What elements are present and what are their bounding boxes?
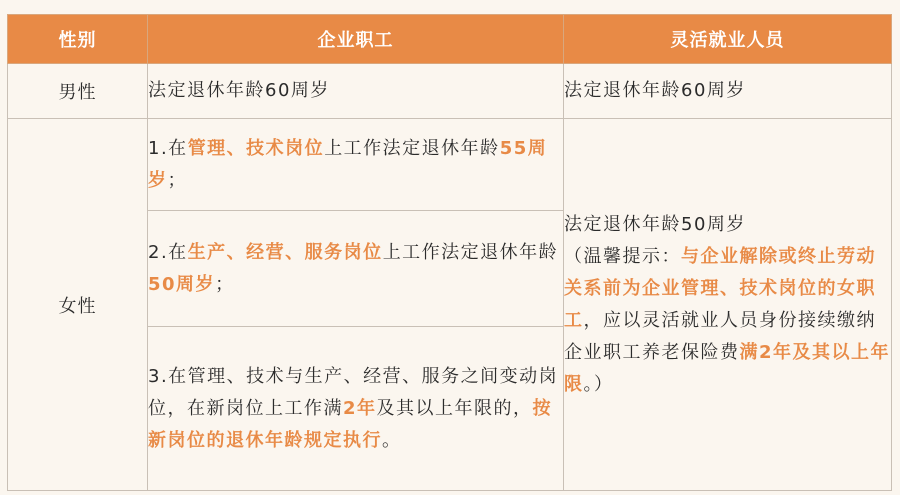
table-header-row	[8, 15, 892, 64]
flexible-age-line: 法定退休年龄50周岁	[564, 213, 746, 235]
women-flexible-cell	[564, 119, 892, 491]
tip-prefix: （温馨提示：	[564, 245, 681, 267]
men-flexible-cell: 法定退休年龄60周岁	[564, 64, 892, 119]
table-row-men	[8, 64, 892, 119]
women-employee-item-3	[148, 327, 564, 491]
item1-highlight-posts: 管理、技术岗位	[187, 137, 325, 159]
gender-label-women: 女性	[8, 119, 148, 491]
item3-highlight-years: 2年	[343, 397, 377, 419]
item1-highlight-age: 55周岁	[148, 137, 548, 191]
women-employee-item-1	[148, 119, 564, 211]
item2-highlight-age: 50周岁	[148, 273, 216, 295]
item3-highlight-rule: 按新岗位的退休年龄规定执行	[148, 397, 553, 451]
item1-suffix: ；	[167, 169, 187, 191]
item2-mid: 上工作法定退休年龄	[382, 241, 559, 263]
women-employee-item-2	[148, 211, 564, 327]
tip-suffix: 。）	[583, 373, 614, 395]
men-employee-cell: 法定退休年龄60周岁	[148, 64, 564, 119]
flexible-tip	[564, 241, 891, 401]
retirement-age-table	[7, 14, 892, 491]
tip-highlight-years: 满2年及其以上年限	[564, 341, 891, 395]
header-employees: 企业职工	[148, 15, 564, 64]
item3-part1: 3.在管理、技术与生产、经营、服务之间变动岗位，在新岗位上工作满	[148, 365, 559, 419]
item3-part2: 及其以上年限的，	[376, 397, 533, 419]
item2-highlight-posts: 生产、经营、服务岗位	[187, 241, 383, 263]
header-gender: 性别	[8, 15, 148, 64]
gender-label-men: 男性	[8, 64, 148, 119]
item2-prefix: 2.在	[148, 241, 188, 263]
item2-suffix: ；	[215, 273, 235, 295]
item1-mid: 上工作法定退休年龄	[324, 137, 500, 159]
item3-suffix: 。	[382, 429, 402, 451]
header-flexible: 灵活就业人员	[564, 15, 892, 64]
item1-prefix: 1.在	[148, 137, 188, 159]
table-row-women-1	[8, 119, 892, 211]
tip-highlight-condition: 与企业解除或终止劳动关系前为企业管理、技术岗位的女职工	[564, 245, 876, 331]
tip-mid: ，应以灵活就业人员身份接续缴纳企业职工养老保险费	[564, 309, 876, 363]
